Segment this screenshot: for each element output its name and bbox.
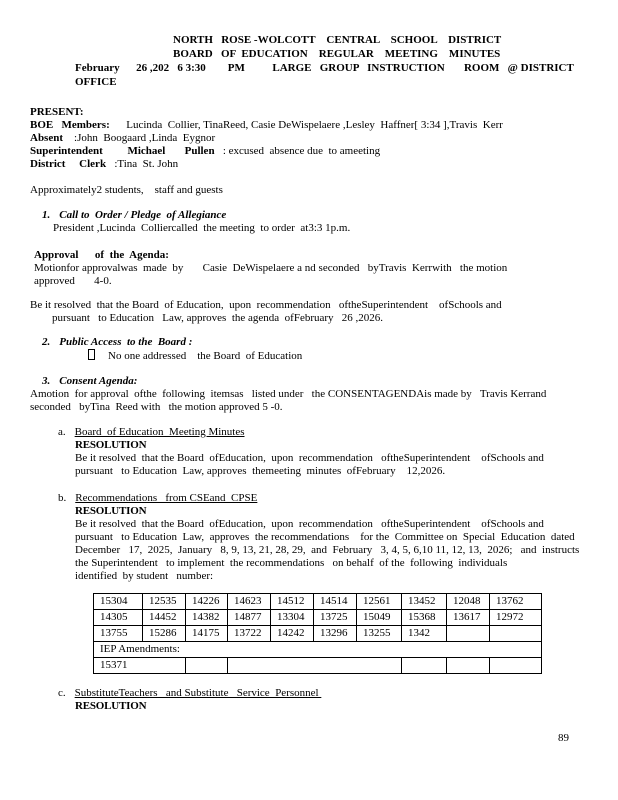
student-number-cell: 14226 <box>186 594 228 610</box>
item-title: SubstituteTeachers and Substitute Service Personnel <box>74 687 322 699</box>
section-number: 1. <box>42 209 51 221</box>
resolution-line: pursuant to Education Law, approves the recommendations for the Committee on Special Education dated <box>75 531 575 543</box>
no-speaker-bullet-line <box>88 349 594 363</box>
item-letter: b. <box>58 492 67 504</box>
student-number-cell: 14305 <box>94 610 143 626</box>
attendance-note: Approximately2 students, staff and guests <box>30 184 223 196</box>
student-number-cell: 13255 <box>357 626 402 642</box>
student-number-cell: 15286 <box>143 626 186 642</box>
item-title: Recommendations from CSEand CPSE <box>75 492 258 504</box>
present-section <box>30 106 594 171</box>
table-row <box>94 610 542 626</box>
resolution-line: December 17, 2025, January 8, 9, 13, 21, 28, 29, and February 3, 4, 5, 6,10 11, 12, 13, 2026; and instructs <box>75 544 580 556</box>
item-letter: a. <box>58 426 66 438</box>
student-number-cell: 15049 <box>357 610 402 626</box>
section-title: Public Access to the Board : <box>59 336 193 348</box>
present-row-label: BOE Members: <box>30 119 110 131</box>
student-number-cell: 13725 <box>314 610 357 626</box>
table-row-iep <box>94 642 542 658</box>
present-row-text: :John Boogaard ,Linda Eygnor <box>63 132 216 144</box>
student-number-cell <box>402 658 447 674</box>
section-consent-agenda <box>30 375 594 414</box>
student-number-cell: 14514 <box>314 594 357 610</box>
present-row-label: District Clerk <box>30 158 107 170</box>
resolution-line: the Superintendent to implement the recommendations on behalf of the following individuals <box>75 557 508 569</box>
student-number-cell <box>186 658 228 674</box>
student-number-cell: 14382 <box>186 610 228 626</box>
consent-item-a <box>30 426 594 478</box>
item-a-heading <box>58 426 594 439</box>
present-row-absent <box>30 132 594 145</box>
resolution-line: identified by student number: <box>75 570 214 582</box>
student-number-cell: 15368 <box>402 610 447 626</box>
header-line-datetime: February 26 ,202 6 3:30 PM LARGE GROUP INSTRUCTION ROOM @ DISTRICT OFFICE <box>75 62 588 88</box>
student-number-cell: 13755 <box>94 626 143 642</box>
resolution-line: Be it resolved that the Board ofEducation, upon recommendation oftheSuperintendent ofSchools and <box>75 452 544 464</box>
header-line-meeting: BOARD OF EDUCATION REGULAR MEETING MINUTES <box>173 48 501 60</box>
agenda-resolution-paragraph <box>30 299 594 325</box>
student-number-cell: 1342 <box>402 626 447 642</box>
present-row-text: :Tina St. John <box>106 158 179 170</box>
iep-amendments-label: IEP Amendments: <box>94 642 542 658</box>
student-number-cell: 14175 <box>186 626 228 642</box>
section-2-heading <box>42 336 594 349</box>
agenda-approval-motion-line: Motionfor approvalwas made by Casie DeWispelaere a nd seconded byTravis Kerrwith the motion <box>34 262 508 274</box>
agenda-approval-block <box>34 249 594 288</box>
resolution-label: RESOLUTION <box>75 505 147 517</box>
resolution-label: RESOLUTION <box>75 439 147 451</box>
bullet-text: No one addressed the Board of Education <box>108 350 303 362</box>
student-number-cell <box>490 626 542 642</box>
header-line-district: NORTH ROSE -WOLCOTT CENTRAL SCHOOL DISTRICT <box>173 34 502 46</box>
present-row-district-clerk <box>30 158 594 171</box>
item-c-heading <box>58 687 594 700</box>
student-number-cell: 13762 <box>490 594 542 610</box>
student-number-cell: 12561 <box>357 594 402 610</box>
item-a-body <box>75 439 594 478</box>
resolution-line: Be it resolved that the Board of Education, upon recommendation oftheSuperintendent ofSchools and <box>30 299 502 311</box>
student-number-table <box>93 593 542 674</box>
item-title: Board of Education Meeting Minutes <box>74 426 245 438</box>
student-number-cell: 15371 <box>94 658 186 674</box>
present-row-text: Lucinda Collier, TinaReed, Casie DeWispelaere ,Lesley Haffner[ 3:34 ],Travis Kerr <box>109 119 503 131</box>
agenda-approval-heading: Approval of the Agenda: <box>34 249 169 261</box>
present-row-boe <box>30 119 594 132</box>
resolution-line: pursuant to Education Law, approves themeeting minutes ofFebruary 12,2026. <box>75 465 446 477</box>
item-letter: c. <box>58 687 66 699</box>
section-number: 3. <box>42 375 51 387</box>
section-number: 2. <box>42 336 51 348</box>
section-title: Call to Order / Pledge of Allegiance <box>59 209 227 221</box>
student-number-cell: 15304 <box>94 594 143 610</box>
present-row-superintendent <box>30 145 594 158</box>
section-call-to-order <box>30 209 594 235</box>
student-number-cell: 14452 <box>143 610 186 626</box>
student-number-cell <box>447 658 490 674</box>
document-header <box>30 33 594 89</box>
student-number-cell: 13722 <box>228 626 271 642</box>
resolution-label: RESOLUTION <box>75 700 147 712</box>
present-title: PRESENT: <box>30 106 84 118</box>
table-row <box>94 594 542 610</box>
item-c-body <box>75 700 594 713</box>
resolution-line: pursuant to Education Law, approves the agenda ofFebruary 26 ,2026. <box>52 312 384 324</box>
student-number-cell: 13617 <box>447 610 490 626</box>
student-number-cell: 12972 <box>490 610 542 626</box>
section-title: Consent Agenda: <box>59 375 138 387</box>
student-number-cell: 12048 <box>447 594 490 610</box>
page-number: 89 <box>558 732 569 744</box>
agenda-approval-vote-line: approved 4-0. <box>34 275 112 287</box>
bullet-box-icon <box>88 349 95 360</box>
table-row-iep-numbers <box>94 658 542 674</box>
student-number-cell: 14623 <box>228 594 271 610</box>
student-number-cell: 14242 <box>271 626 314 642</box>
consent-seconded-line: seconded byTina Reed with the motion approved 5 -0. <box>30 401 283 413</box>
student-number-cell: 12535 <box>143 594 186 610</box>
present-row-label: Superintendent Michael Pullen <box>30 145 215 157</box>
consent-item-c <box>30 687 594 713</box>
student-number-cell: 13452 <box>402 594 447 610</box>
section-1-body: President ,Lucinda Colliercalled the meeting to order at3:3 1p.m. <box>53 222 351 234</box>
section-1-heading <box>42 209 594 222</box>
item-b-heading <box>58 492 594 505</box>
student-number-cell <box>447 626 490 642</box>
student-number-cell: 13304 <box>271 610 314 626</box>
item-b-body <box>75 505 594 583</box>
student-number-cell <box>490 658 542 674</box>
section-public-access <box>30 336 594 363</box>
student-number-cell: 14877 <box>228 610 271 626</box>
present-row-label: Absent <box>30 132 64 144</box>
section-3-heading <box>42 375 594 388</box>
resolution-line: Be it resolved that the Board ofEducation, upon recommendation oftheSuperintendent ofSchools and <box>75 518 544 530</box>
student-number-cell: 14512 <box>271 594 314 610</box>
present-row-text: : excused absence due to ameeting <box>214 145 381 157</box>
consent-motion-line: Amotion for approval ofthe following itemsas listed under the CONSENTAGENDAis made by Travis Kerrand <box>30 388 547 400</box>
consent-item-b <box>30 492 594 583</box>
student-number-cell: 13296 <box>314 626 357 642</box>
student-number-cell <box>228 658 402 674</box>
table-row <box>94 626 542 642</box>
